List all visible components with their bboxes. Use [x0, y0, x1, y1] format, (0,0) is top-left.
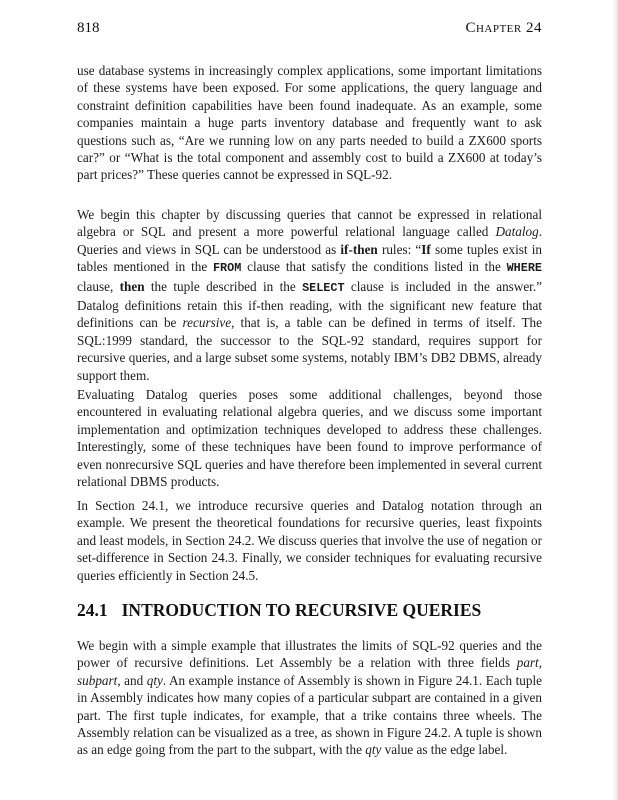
text-span: rules: “: [377, 241, 422, 257]
text-span: , and: [117, 672, 147, 688]
section-heading: [77, 600, 542, 621]
where-keyword: WHERE: [506, 261, 542, 276]
text-span: the tuple described in the: [144, 278, 303, 294]
select-keyword: SELECT: [302, 280, 345, 295]
field-subpart: subpart: [77, 672, 118, 688]
if-keyword: If: [421, 241, 431, 257]
text-span: value as the edge label.: [381, 742, 508, 758]
text-span: ,: [538, 655, 542, 671]
page-number: 818: [77, 20, 100, 36]
paragraph-assembly-example: [77, 637, 542, 759]
text-span: . Queries and views in SQL can be understood as: [77, 224, 542, 257]
text-span: We begin with a simple example that illustrates the limits of SQL-92 queries and the power of recursive definitions. Let Assembly be a relation with three fields: [77, 638, 542, 671]
text-span: clause is included in the answer.” Datalog definitions retain this if-then reading, with the significant new feature that definitions can be: [77, 278, 542, 331]
field-qty: qty: [365, 742, 382, 758]
from-keyword: FROM: [212, 261, 242, 276]
paragraph-chapter-roadmap: In Section 24.1, we introduce recursive queries and Datalog notation through an example. We present the theoretical foundations for recursive queries, least fixpoints and least models, in Section 24.2. We discuss queries that involve the use of negation or set-difference in Section 24.3. Finally, we consider techniques for evaluating recursive queries efficiently in Section 24.5.: [77, 498, 542, 583]
paragraph-intro-limitations: use database systems in increasingly complex applications, some important limitations of these systems have been exposed. For some applications, the query language and constraint definition capabilities have been found inadequate. As an example, some companies maintain a huge parts inventory database and frequently want to ask questions such as, “Are we running low on any parts needed to build a ZX600 sports car?” or “What is the total component and assembly cost to build a ZX600 at today’s part prices?” These queries cannot be expressed in SQL-92.: [77, 63, 542, 183]
section-number: 24.1: [77, 600, 108, 620]
text-span: , that is, a table can be defined in terms of itself. The SQL:1999 standard, the successor to the SQL-92 standard, requires support for recursive queries, and a large subset some systems, notably IBM’s DB2 DBMS, already support them.: [77, 315, 542, 383]
text-span: some tuples exist in tables mentioned in the: [77, 241, 542, 275]
recursive-term: recursive: [182, 315, 232, 331]
field-part: part: [516, 655, 539, 671]
paragraph-evaluation-challenges: Evaluating Datalog queries poses some additional challenges, beyond those encountered in evaluating relational algebra queries, and we discuss some important implementation and optimization techniques developed to address these challenges. Interestingly, some of these techniques have been found to improve performance of even nonrecursive SQL queries and have therefore been implemented in several current relational DBMS products.: [77, 387, 542, 490]
paragraph-datalog-overview: [77, 206, 542, 384]
datalog-term: Datalog: [495, 224, 539, 240]
text-span: . An example instance of Assembly is shown in Figure 24.1. Each tuple in Assembly indicates how many copies of a particular subpart are contained in a given part. The first tuple indicates, for example, that a trike contains three wheels. The Assembly relation can be visualized as a tree, as shown in Figure 24.2. A tuple is shown as an edge going from the part to the subpart, with the: [77, 672, 542, 758]
field-qty: qty: [146, 672, 163, 688]
if-then-term: if-then: [340, 241, 378, 257]
text-span: clause that satisfy the conditions listed in the: [241, 259, 507, 275]
page-header: [77, 20, 542, 40]
then-keyword: then: [119, 278, 145, 294]
section-title: INTRODUCTION TO RECURSIVE QUERIES: [121, 600, 482, 620]
chapter-label: Chapter 24: [465, 20, 542, 36]
page-edge-shadow: [612, 0, 618, 800]
text-span: clause,: [77, 278, 120, 294]
text-span: We begin this chapter by discussing queries that cannot be expressed in relational algebra or SQL and present a more powerful relational language called: [77, 207, 542, 240]
